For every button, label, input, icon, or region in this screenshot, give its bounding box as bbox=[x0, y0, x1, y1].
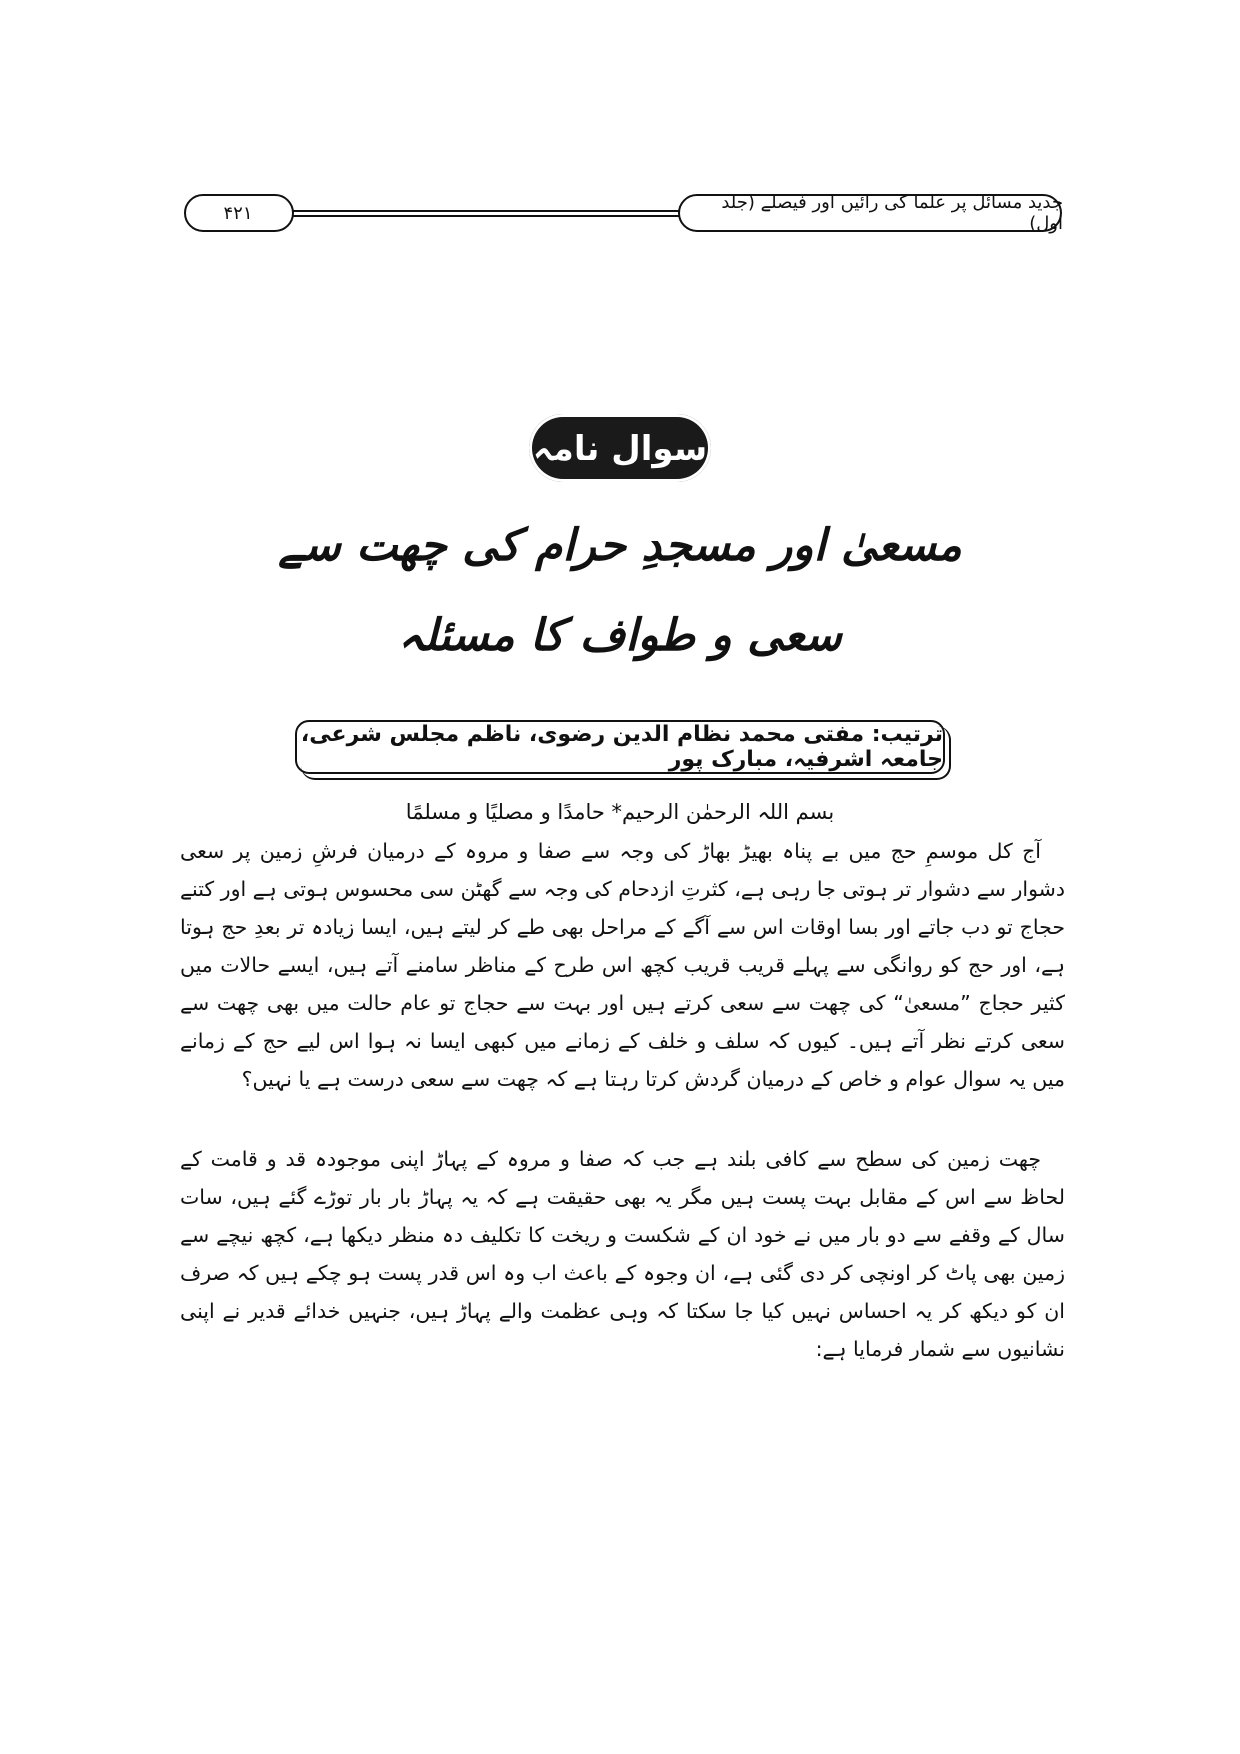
compiler-credit: ترتیب: مفتی محمد نظام الدین رضوی، ناظم مجلس شرعی، جامعہ اشرفیہ، مبارک پور bbox=[295, 720, 945, 774]
page-number: ۴۲۱ bbox=[223, 202, 253, 224]
article-title-line-1: مسعیٰ اور مسجدِ حرام کی چھت سے bbox=[278, 520, 962, 571]
page-header bbox=[183, 193, 1063, 237]
paragraph-text: آج کل موسمِ حج میں بے پناہ بھیڑ بھاڑ کی وجہ سے صفا و مروہ کے درمیان فرشِ زمین پر سعی دشوار سے دشوار تر ہوتی جا رہی ہے، کثرتِ ازدحام کی وجہ سے گھٹن سی محسوس ہوتی ہے اور کتنے حجاج تو دب جاتے اور بسا اوقات اس سے آگے کے مراحل بھی طے کر لیتے ہیں، ایسا زیادہ تر بعدِ حج ہوتا ہے، اور حج کو روانگی سے پہلے قریب قریب کچھ اس طرح کے مناظر سامنے آتے ہیں، ایسے حالات میں کثیر حجاج ”مسعیٰ“ کی چھت سے سعی کرتے ہیں اور بہت سے حجاج تو عام حالت میں بھی چھت سے سعی کرتے نظر آتے ہیں۔ کیوں کہ سلف و خلف کے زمانے میں کبھی ایسا نہ ہوا اس لیے حج کے زمانے میں یہ سوال عوام و خاص کے درمیان گردش کرتا رہتا ہے کہ چھت سے سعی درست ہے یا نہیں؟ bbox=[180, 839, 1065, 1091]
bismillah: بسم اللہ الرحمٰن الرحیم* حامدًا و مصلیًا و مسلمًا bbox=[405, 800, 835, 824]
section-badge: سوال نامہ bbox=[529, 414, 711, 482]
book-title: جدید مسائل پر علما کی رائیں اور فیصلے (جلد اول) bbox=[721, 192, 1063, 234]
paragraph-text: چھت زمین کی سطح سے کافی بلند ہے جب کہ صفا و مروہ کے پہاڑ اپنی موجودہ قد و قامت کے لحاظ سے اس کے مقابل بہت پست ہیں مگر یہ بھی حقیقت ہے کہ یہ پہاڑ بار بار توڑے گئے ہیں، سات سال کے وقفے سے دو بار میں نے خود ان کے شکست و ریخت کا تکلیف دہ منظر دیکھا ہے، کچھ نیچے سے زمین بھی پاٹ کر اونچی کر دی گئی ہے، ان وجوہ کے باعث اب وہ اس قدر پست ہو چکے ہیں کہ صرف ان کو دیکھ کر یہ احساس نہیں کیا جا سکتا کہ وہی عظمت والے پہاڑ ہیں، جنہیں خدائے قدیر نے اپنی نشانیوں سے شمار فرمایا ہے: bbox=[180, 1147, 1065, 1361]
body-paragraph-1 bbox=[180, 832, 1065, 1098]
article-title-line-2: سعی و طواف کا مسئلہ bbox=[398, 610, 842, 661]
body-paragraph-2 bbox=[180, 1140, 1065, 1368]
